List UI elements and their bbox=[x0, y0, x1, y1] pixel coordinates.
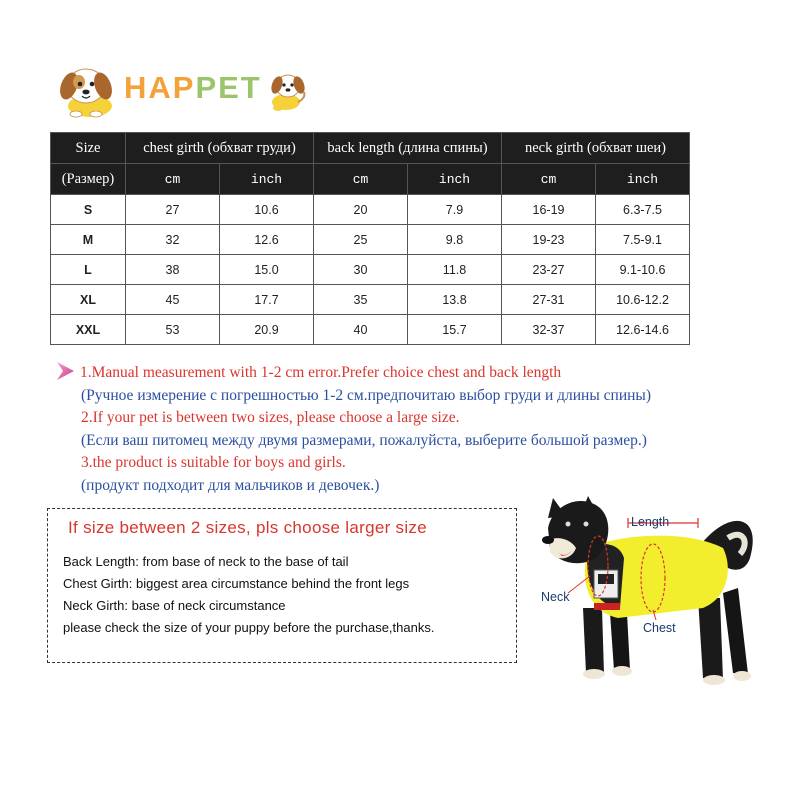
table-cell: 27 bbox=[126, 195, 220, 225]
chest-label: Chest bbox=[643, 621, 676, 635]
table-row bbox=[51, 285, 690, 315]
back-length-info bbox=[63, 554, 348, 569]
note-2-ru: (Если ваш питомец между двумя размерами, пожалуйста, выберите большой размер.) bbox=[81, 431, 647, 449]
table-cell: 10.6-12.2 bbox=[596, 285, 690, 315]
size-cell: L bbox=[51, 255, 126, 285]
table-cell: 32 bbox=[126, 225, 220, 255]
length-label: Length bbox=[631, 515, 670, 529]
closing-note: please check the size of your puppy before the purchase,thanks. bbox=[63, 620, 435, 635]
table-cell: 15.7 bbox=[408, 315, 502, 345]
table-row bbox=[51, 195, 690, 225]
table-cell: 6.3-7.5 bbox=[596, 195, 690, 225]
note-2: 2.If your pet is between two sizes, please choose a large size. bbox=[81, 409, 460, 427]
table-cell: 38 bbox=[126, 255, 220, 285]
table-cell: 32-37 bbox=[502, 315, 596, 345]
table-cell: 10.6 bbox=[220, 195, 314, 225]
info-box-title: If size between 2 sizes, pls choose larger size bbox=[68, 518, 427, 537]
size-table bbox=[50, 132, 690, 345]
chest-girth-info bbox=[63, 576, 409, 591]
note-1 bbox=[54, 360, 754, 385]
table-cell: 12.6 bbox=[220, 225, 314, 255]
table-cell: 9.8 bbox=[408, 225, 502, 255]
neck-girth-text: : base of neck circumstance bbox=[124, 598, 286, 613]
table-cell: 7.5-9.1 bbox=[596, 225, 690, 255]
note-3-ru: (продукт подходит для мальчиков и девочек.) bbox=[81, 476, 380, 494]
notes-section bbox=[54, 360, 754, 498]
pink-arrow-icon bbox=[54, 360, 76, 382]
table-cell: 13.8 bbox=[408, 285, 502, 315]
back-length-text: : from base of neck to the base of tail bbox=[135, 554, 349, 569]
size-cell: M bbox=[51, 225, 126, 255]
table-cell: 53 bbox=[126, 315, 220, 345]
brand-name-part1: HAP bbox=[124, 70, 196, 105]
table-cell: 30 bbox=[314, 255, 408, 285]
table-cell: 16-19 bbox=[502, 195, 596, 225]
header-chest-girth: chest girth (обхват груди) bbox=[126, 133, 314, 164]
unit-neck-inch: inch bbox=[596, 164, 690, 195]
unit-chest-inch: inch bbox=[220, 164, 314, 195]
table-row bbox=[51, 255, 690, 285]
brand-name-part2: PET bbox=[195, 70, 262, 105]
unit-back-cm: cm bbox=[314, 164, 408, 195]
size-cell: XXL bbox=[51, 315, 126, 345]
unit-back-inch: inch bbox=[408, 164, 502, 195]
table-row bbox=[51, 225, 690, 255]
table-cell: 25 bbox=[314, 225, 408, 255]
table-cell: 19-23 bbox=[502, 225, 596, 255]
table-row bbox=[51, 315, 690, 345]
puppy-logo-icon bbox=[50, 56, 126, 120]
neck-girth-info bbox=[63, 598, 286, 613]
header-size: Size bbox=[51, 133, 126, 164]
chest-girth-text: : biggest area circumstance behind the front legs bbox=[128, 576, 410, 591]
table-cell: 11.8 bbox=[408, 255, 502, 285]
note-1-ru: (Ручное измерение с погрешностью 1-2 см.предпочитаю выбор груди и длины спины) bbox=[81, 386, 651, 404]
table-cell: 23-27 bbox=[502, 255, 596, 285]
table-cell: 40 bbox=[314, 315, 408, 345]
header-neck-girth: neck girth (обхват шеи) bbox=[502, 133, 690, 164]
table-cell: 45 bbox=[126, 285, 220, 315]
table-cell: 35 bbox=[314, 285, 408, 315]
chest-girth-label: Chest Girth bbox=[63, 576, 129, 591]
note-1-text: 1.Manual measurement with 1-2 cm error.Prefer choice chest and back length bbox=[80, 364, 562, 381]
size-cell: XL bbox=[51, 285, 126, 315]
dog-illustration bbox=[528, 488, 778, 698]
info-box bbox=[47, 508, 517, 663]
note-3: 3.the product is suitable for boys and girls. bbox=[81, 454, 346, 472]
neck-label: Neck bbox=[541, 590, 570, 604]
unit-neck-cm: cm bbox=[502, 164, 596, 195]
table-cell: 9.1-10.6 bbox=[596, 255, 690, 285]
table-cell: 17.7 bbox=[220, 285, 314, 315]
size-cell: S bbox=[51, 195, 126, 225]
puppy-small-icon bbox=[260, 68, 310, 114]
unit-chest-cm: cm bbox=[126, 164, 220, 195]
table-cell: 27-31 bbox=[502, 285, 596, 315]
table-cell: 15.0 bbox=[220, 255, 314, 285]
header-back-length: back length (длина спины) bbox=[314, 133, 502, 164]
table-cell: 20.9 bbox=[220, 315, 314, 345]
table-cell: 12.6-14.6 bbox=[596, 315, 690, 345]
brand-header bbox=[50, 56, 320, 120]
brand-name bbox=[124, 70, 262, 106]
table-cell: 20 bbox=[314, 195, 408, 225]
header-size-sub: (Размер) bbox=[51, 164, 126, 195]
back-length-label: Back Length bbox=[63, 554, 136, 569]
neck-girth-label: Neck Girth bbox=[63, 598, 125, 613]
table-cell: 7.9 bbox=[408, 195, 502, 225]
